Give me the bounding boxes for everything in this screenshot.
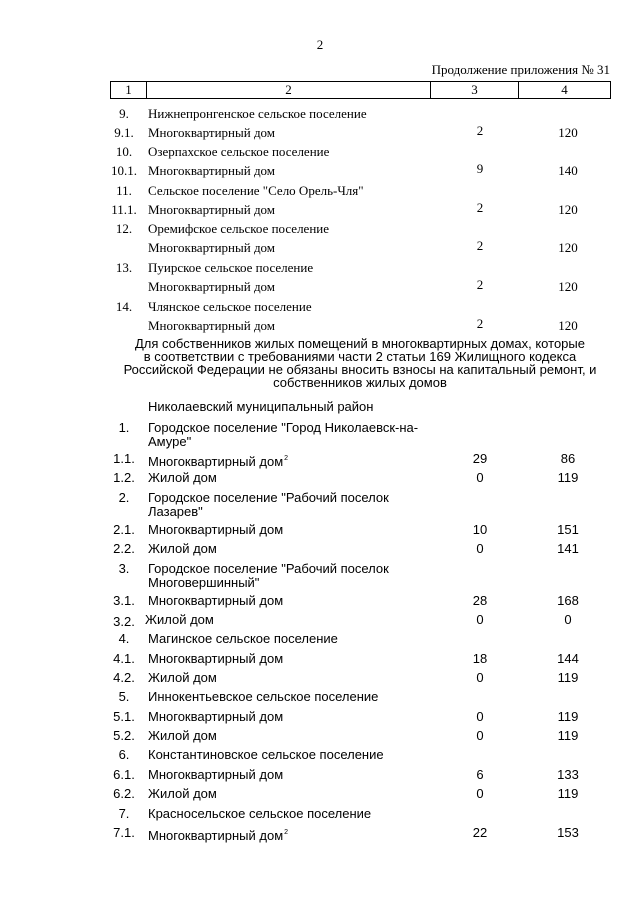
table-row bbox=[0, 317, 640, 335]
table-row bbox=[0, 298, 640, 316]
row-value-col4: 120 bbox=[558, 202, 578, 217]
row-name: Многоквартирный дом bbox=[148, 125, 276, 140]
row-value-col4: 120 bbox=[558, 240, 578, 255]
row-value-col4: 119 bbox=[557, 670, 579, 685]
row-name: Многоквартирный дом bbox=[148, 163, 276, 178]
row-value-col4: 153 bbox=[557, 825, 579, 840]
row-name: Озерпахское сельское поселение bbox=[148, 144, 330, 159]
row-name: Многоквартирный дом bbox=[148, 522, 284, 537]
header-col-4: 4 bbox=[519, 82, 611, 99]
row-name: Пуирское сельское поселение bbox=[148, 260, 314, 275]
row-name: Магинское сельское поселение bbox=[148, 631, 338, 646]
row-name: Многоквартирный дом bbox=[148, 593, 284, 608]
row-number: 10.1. bbox=[111, 163, 137, 178]
row-number: 2.2. bbox=[113, 541, 135, 556]
row-name: Члянское сельское поселение bbox=[148, 299, 312, 314]
row-name bbox=[148, 420, 419, 449]
district-heading bbox=[0, 398, 640, 416]
table-row bbox=[0, 766, 640, 784]
row-value-col4: 168 bbox=[557, 593, 579, 608]
table-header bbox=[110, 81, 611, 99]
row-number: 4. bbox=[118, 631, 130, 646]
table-row bbox=[0, 182, 640, 200]
row-value-col4: 144 bbox=[557, 651, 579, 666]
row-value-col3: 28 bbox=[472, 593, 488, 608]
table-row bbox=[0, 220, 640, 238]
table-row bbox=[0, 785, 640, 803]
row-name bbox=[148, 490, 389, 519]
table-row bbox=[0, 708, 640, 726]
row-number: 7.1. bbox=[113, 825, 135, 840]
row-number: 5.1. bbox=[113, 709, 135, 724]
row-name: Многоквартирный дом bbox=[148, 651, 284, 666]
row-number: 9. bbox=[119, 106, 129, 121]
row-value-col4: 119 bbox=[557, 470, 579, 485]
row-number: 3. bbox=[118, 561, 130, 576]
table-row bbox=[0, 124, 640, 142]
row-value-col4: 141 bbox=[557, 541, 579, 556]
row-number: 5. bbox=[118, 689, 130, 704]
row-number: 1.2. bbox=[113, 470, 135, 485]
paragraph-line: в соответствии с требованиями части 2 статьи 169 Жилищного кодекса bbox=[143, 349, 577, 364]
table-row bbox=[0, 611, 640, 629]
row-value-col4: 133 bbox=[557, 767, 579, 782]
row-number: 6. bbox=[118, 747, 130, 762]
row-value-col4: 120 bbox=[558, 279, 578, 294]
row-number: 1. bbox=[118, 420, 130, 435]
header-col-2: 2 bbox=[147, 82, 431, 99]
row-number: 2.1. bbox=[113, 522, 135, 537]
row-name-text: Многоквартирный дом bbox=[148, 454, 284, 469]
row-value-col3: 0 bbox=[476, 709, 484, 724]
row-name: Константиновское сельское поселение bbox=[148, 747, 384, 762]
table-row bbox=[0, 727, 640, 745]
row-number: 11.1. bbox=[111, 202, 137, 217]
row-name: Красносельское сельское поселение bbox=[148, 806, 372, 821]
table-row bbox=[0, 592, 640, 610]
table-row bbox=[0, 201, 640, 219]
row-value-col3: 22 bbox=[472, 825, 488, 840]
row-name bbox=[148, 561, 389, 590]
row-name: Нижнепронгенское сельское поселение bbox=[148, 106, 367, 121]
table-row bbox=[0, 239, 640, 257]
row-name: Сельское поселение "Село Орель-Чля" bbox=[148, 183, 364, 198]
table-row bbox=[0, 540, 640, 558]
row-name: Жилой дом bbox=[148, 541, 217, 556]
row-name-line-1: Городское поселение "Рабочий поселок bbox=[148, 561, 389, 576]
header-col-3: 3 bbox=[431, 82, 519, 99]
row-value-col3: 10 bbox=[472, 522, 488, 537]
row-number: 6.1. bbox=[113, 767, 135, 782]
district-name: Николаевский муниципальный район bbox=[148, 399, 374, 414]
row-name bbox=[148, 824, 288, 845]
row-value-col3: 2 bbox=[476, 277, 484, 292]
table-row bbox=[0, 143, 640, 161]
row-value-col3: 6 bbox=[476, 767, 484, 782]
page-number: 2 bbox=[316, 37, 324, 52]
row-value-col4: 140 bbox=[558, 163, 578, 178]
row-name bbox=[148, 450, 288, 471]
row-value-col4: 120 bbox=[558, 125, 578, 140]
footnote-marker: 2 bbox=[284, 455, 289, 462]
row-value-col4: 119 bbox=[557, 709, 579, 724]
row-name: Иннокентьевское сельское поселение bbox=[148, 689, 379, 704]
table-row bbox=[0, 805, 640, 823]
row-value-col3: 9 bbox=[476, 161, 484, 176]
row-value-col3: 0 bbox=[476, 541, 484, 556]
row-name: Многоквартирный дом bbox=[148, 240, 276, 255]
row-value-col4: 0 bbox=[564, 612, 572, 627]
row-name-line-1: Городское поселение "Рабочий поселок bbox=[148, 490, 389, 505]
table-row bbox=[0, 650, 640, 668]
row-name: Многоквартирный дом bbox=[148, 202, 276, 217]
row-value-col4: 120 bbox=[558, 318, 578, 333]
row-number: 3.1. bbox=[113, 593, 135, 608]
row-name: Многоквартирный дом bbox=[148, 279, 276, 294]
table-row bbox=[0, 521, 640, 539]
row-number: 5.2. bbox=[113, 728, 135, 743]
row-name: Жилой дом bbox=[148, 470, 217, 485]
row-name: Многоквартирный дом bbox=[148, 709, 284, 724]
table-row bbox=[0, 450, 640, 468]
row-name: Многоквартирный дом bbox=[148, 767, 284, 782]
row-number: 2. bbox=[118, 490, 130, 505]
row-name: Жилой дом bbox=[148, 786, 217, 801]
row-value-col3: 0 bbox=[476, 728, 484, 743]
footnote-marker: 2 bbox=[284, 829, 289, 836]
row-value-col3: 2 bbox=[476, 123, 484, 138]
row-number: 12. bbox=[115, 221, 133, 236]
table-row bbox=[0, 259, 640, 277]
row-number: 3.2. bbox=[113, 614, 135, 629]
table-row bbox=[0, 630, 640, 648]
row-value-col4: 119 bbox=[557, 786, 579, 801]
paragraph-line: Российской Федерации не обязаны вносить взносы на капитальный ремонт, и bbox=[123, 362, 597, 377]
paragraph-line: Для собственников жилых помещений в многоквартирных домах, которые bbox=[135, 336, 585, 351]
row-number: 13. bbox=[115, 260, 133, 275]
row-value-col4: 86 bbox=[560, 451, 576, 466]
header-col-1: 1 bbox=[111, 82, 147, 99]
table-row bbox=[0, 746, 640, 764]
row-number: 4.1. bbox=[113, 651, 135, 666]
row-name-line-2: Лазарев" bbox=[148, 504, 203, 519]
row-number: 14. bbox=[115, 299, 133, 314]
row-value-col3: 2 bbox=[476, 200, 484, 215]
row-number: 1.1. bbox=[113, 451, 135, 466]
table-row bbox=[0, 469, 640, 487]
row-value-col3: 0 bbox=[476, 670, 484, 685]
table-row bbox=[0, 162, 640, 180]
row-name: Многоквартирный дом bbox=[148, 318, 276, 333]
row-value-col3: 29 bbox=[472, 451, 488, 466]
row-number: 4.2. bbox=[113, 670, 135, 685]
table-row bbox=[0, 278, 640, 296]
row-name: Оремифское сельское поселение bbox=[148, 221, 330, 236]
row-value-col3: 0 bbox=[476, 612, 484, 627]
table-row bbox=[0, 105, 640, 123]
paragraph-line: собственников жилых домов bbox=[273, 375, 447, 390]
table-row bbox=[0, 419, 640, 449]
row-name: Жилой дом bbox=[148, 670, 217, 685]
row-name-line-2: Многовершинный" bbox=[148, 575, 260, 590]
row-name-line-1: Городское поселение "Город Николаевск-на- bbox=[148, 420, 419, 435]
row-value-col3: 2 bbox=[476, 238, 484, 253]
row-value-col3: 18 bbox=[472, 651, 488, 666]
row-value-col4: 119 bbox=[557, 728, 579, 743]
row-number: 6.2. bbox=[113, 786, 135, 801]
row-value-col3: 0 bbox=[476, 786, 484, 801]
row-value-col3: 0 bbox=[476, 470, 484, 485]
row-name-line-2: Амуре" bbox=[148, 434, 192, 449]
table-row bbox=[0, 669, 640, 687]
row-number: 10. bbox=[115, 144, 133, 159]
table-row bbox=[0, 560, 640, 590]
row-name: Жилой дом bbox=[148, 728, 217, 743]
row-name: Жилой дом bbox=[145, 612, 214, 627]
row-value-col4: 151 bbox=[557, 522, 579, 537]
continuation-caption: Продолжение приложения № 31 bbox=[431, 62, 610, 77]
table-row bbox=[0, 688, 640, 706]
row-name-text: Многоквартирный дом bbox=[148, 828, 284, 843]
table-row bbox=[0, 824, 640, 842]
section-paragraph bbox=[110, 337, 610, 389]
table-row bbox=[0, 489, 640, 519]
row-number: 9.1. bbox=[114, 125, 134, 140]
row-number: 11. bbox=[116, 183, 132, 198]
row-value-col3: 2 bbox=[476, 316, 484, 331]
row-number: 7. bbox=[118, 806, 130, 821]
